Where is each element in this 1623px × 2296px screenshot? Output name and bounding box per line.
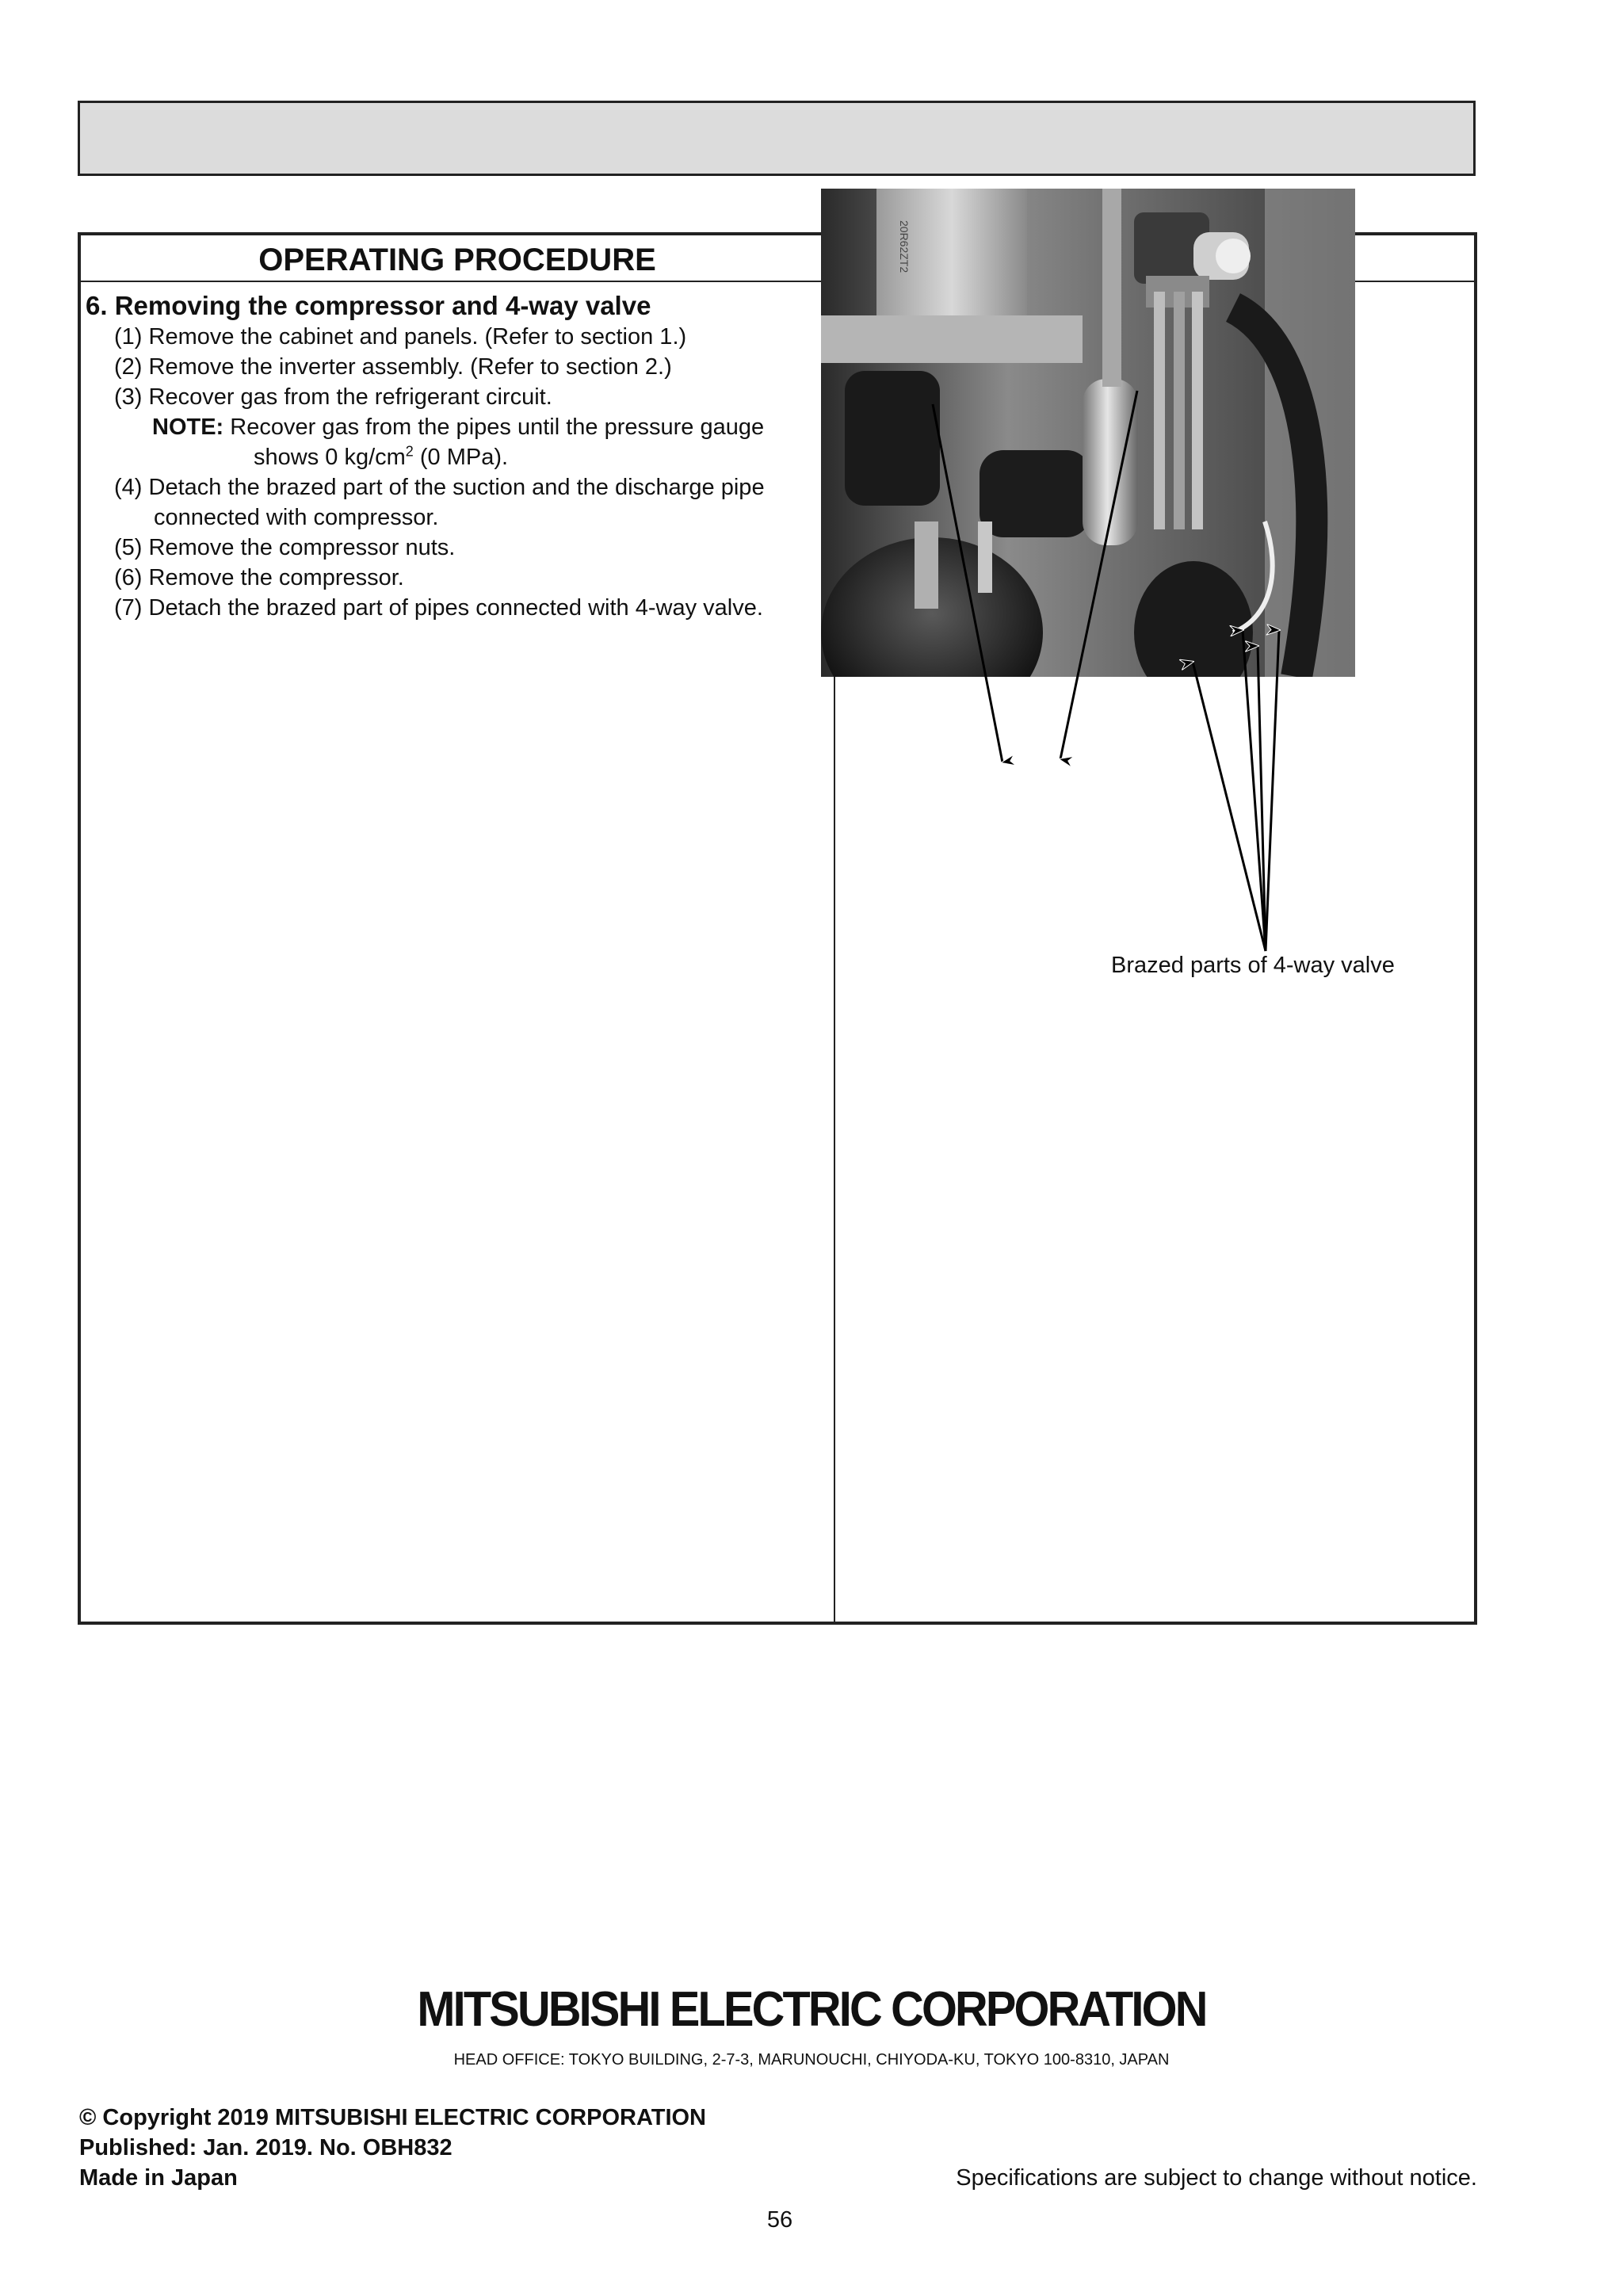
pipe-stamp: 20R62ZT2 — [898, 220, 911, 273]
published: Published: Jan. 2019. No. OBH832 — [79, 2135, 453, 2160]
note-text: Recover gas from the pipes until the pressure gauge — [223, 415, 765, 440]
spec-notice: Specifications are subject to change without notice. — [956, 2165, 1477, 2191]
head-office-address: HEAD OFFICE: TOKYO BUILDING, 2-7-3, MARUNOUCHI, CHIYODA-KU, TOKYO 100-8310, JAPAN — [453, 2051, 1170, 2069]
step-4: (4) Detach the brazed part of the suction and the discharge pipe — [114, 475, 765, 500]
fourway-callout: Brazed parts of 4-way valve — [1111, 953, 1395, 978]
company-logo: MITSUBISHI ELECTRIC CORPORATION — [417, 1982, 1206, 2037]
note-superscript: 2 — [405, 443, 414, 460]
procedure-title: 6. Removing the compressor and 4-way valve — [86, 291, 651, 320]
copyright: © Copyright 2019 MITSUBISHI ELECTRIC CORPORATION — [79, 2105, 707, 2130]
copyright-block — [79, 2103, 706, 2193]
discharge-arrow — [1060, 391, 1137, 759]
page-number: 56 — [766, 2207, 793, 2233]
step-6: (6) Remove the compressor. — [114, 565, 404, 590]
note-label: NOTE: — [152, 415, 224, 440]
fourway-arrow-3 — [1266, 630, 1279, 951]
operating-procedure-header: OPERATING PROCEDURE — [258, 243, 656, 277]
note-cont-a: shows 0 kg/cm — [254, 445, 406, 470]
step-4-continuation: connected with compressor. — [154, 505, 439, 530]
step-5: (5) Remove the compressor nuts. — [114, 535, 456, 560]
made-in: Made in Japan — [79, 2165, 238, 2191]
step-1: (1) Remove the cabinet and panels. (Refer to section 1.) — [114, 324, 687, 350]
note-cont-b: (0 MPa). — [413, 445, 509, 470]
step-7: (7) Detach the brazed part of pipes connected with 4-way valve. — [114, 595, 763, 621]
suction-arrow — [933, 404, 1002, 762]
step-2: (2) Remove the inverter assembly. (Refer to section 2.) — [114, 354, 672, 380]
step-3: (3) Recover gas from the refrigerant circuit. — [114, 384, 552, 410]
